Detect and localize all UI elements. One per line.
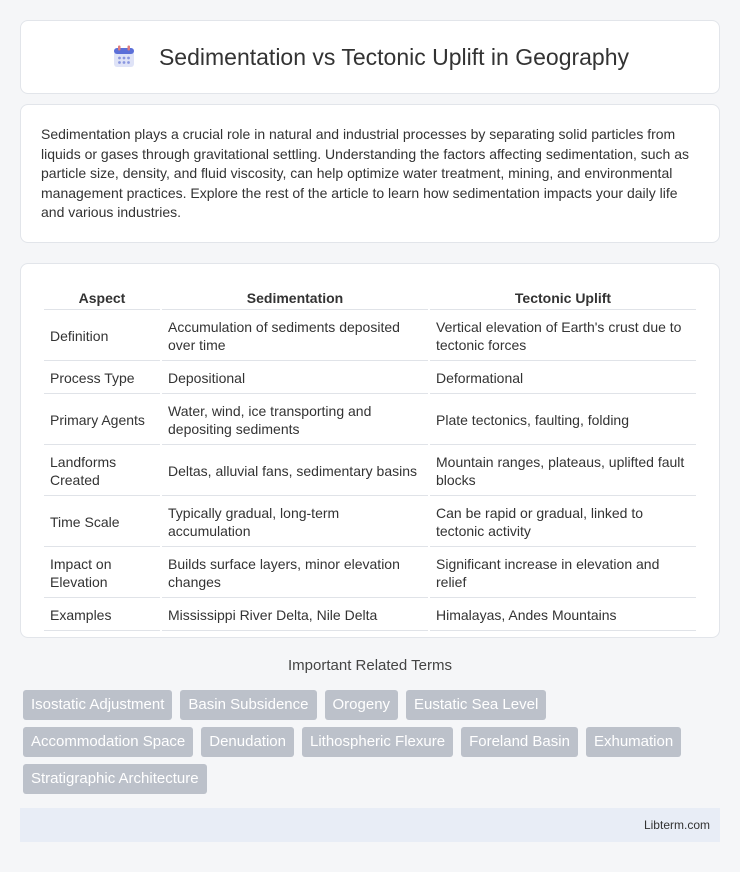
table-cell: Can be rapid or gradual, linked to tectonic activity bbox=[430, 498, 696, 547]
table-row bbox=[44, 312, 696, 361]
comparison-card bbox=[20, 263, 720, 638]
table-cell: Impact on Elevation bbox=[44, 549, 160, 598]
tag-basin-subsidence[interactable]: Basin Subsidence bbox=[180, 690, 316, 720]
table-cell: Mountain ranges, plateaus, uplifted fault blocks bbox=[430, 447, 696, 496]
table-cell: Builds surface layers, minor elevation changes bbox=[162, 549, 428, 598]
footer bbox=[20, 808, 720, 842]
table-cell: Significant increase in elevation and relief bbox=[430, 549, 696, 598]
table-row bbox=[44, 600, 696, 631]
header-sedimentation: Sedimentation bbox=[162, 286, 428, 310]
table-row bbox=[44, 447, 696, 496]
table-row bbox=[44, 396, 696, 445]
table-cell: Deltas, alluvial fans, sedimentary basins bbox=[162, 447, 428, 496]
tag-isostatic-adjustment[interactable]: Isostatic Adjustment bbox=[23, 690, 172, 720]
intro-text: Sedimentation plays a crucial role in natural and industrial processes by separating solid particles from liquids or gases through gravitational settling. Understanding the factors affecting sedimentation, such as particle size, density, and fluid viscosity, can help optimize water treatment, mining, and environmental management practices. Explore the rest of the article to learn how sedimentation impacts your daily life and various industries. bbox=[41, 126, 690, 220]
table-cell: Himalayas, Andes Mountains bbox=[430, 600, 696, 631]
tag-stratigraphic-architecture[interactable]: Stratigraphic Architecture bbox=[23, 764, 207, 794]
table-cell: Depositional bbox=[162, 363, 428, 394]
table-header-row bbox=[44, 286, 696, 310]
table-cell: Accumulation of sediments deposited over time bbox=[162, 312, 428, 361]
tag-eustatic-sea-level[interactable]: Eustatic Sea Level bbox=[406, 690, 546, 720]
table-cell: Time Scale bbox=[44, 498, 160, 547]
table-row bbox=[44, 498, 696, 547]
table-row bbox=[44, 549, 696, 598]
table-cell: Process Type bbox=[44, 363, 160, 394]
tag-orogeny[interactable]: Orogeny bbox=[325, 690, 399, 720]
header-tectonic-uplift: Tectonic Uplift bbox=[430, 286, 696, 310]
related-terms-title: Important Related Terms bbox=[288, 657, 452, 674]
table-cell: Vertical elevation of Earth's crust due to tectonic forces bbox=[430, 312, 696, 361]
table-cell: Primary Agents bbox=[44, 396, 160, 445]
table-cell: Typically gradual, long-term accumulation bbox=[162, 498, 428, 547]
tag-foreland-basin[interactable]: Foreland Basin bbox=[461, 727, 578, 757]
related-terms-list bbox=[23, 690, 723, 794]
intro-card bbox=[20, 104, 720, 243]
footer-site-link[interactable]: Libterm.com bbox=[643, 818, 710, 832]
table-cell: Landforms Created bbox=[44, 447, 160, 496]
table-cell: Water, wind, ice transporting and depositing sediments bbox=[162, 396, 428, 445]
tag-exhumation[interactable]: Exhumation bbox=[586, 727, 681, 757]
table-cell: Examples bbox=[44, 600, 160, 631]
comparison-table bbox=[42, 284, 698, 633]
header-aspect: Aspect bbox=[44, 286, 160, 310]
table-cell: Mississippi River Delta, Nile Delta bbox=[162, 600, 428, 631]
table-row bbox=[44, 363, 696, 394]
table-cell: Deformational bbox=[430, 363, 696, 394]
table-cell: Plate tectonics, faulting, folding bbox=[430, 396, 696, 445]
calendar-icon bbox=[111, 44, 137, 70]
table-cell: Definition bbox=[44, 312, 160, 361]
tag-lithospheric-flexure[interactable]: Lithospheric Flexure bbox=[302, 727, 453, 757]
tag-accommodation-space[interactable]: Accommodation Space bbox=[23, 727, 193, 757]
page-title: Sedimentation vs Tectonic Uplift in Geography bbox=[158, 43, 630, 70]
header-card bbox=[20, 20, 720, 94]
tag-denudation[interactable]: Denudation bbox=[201, 727, 294, 757]
